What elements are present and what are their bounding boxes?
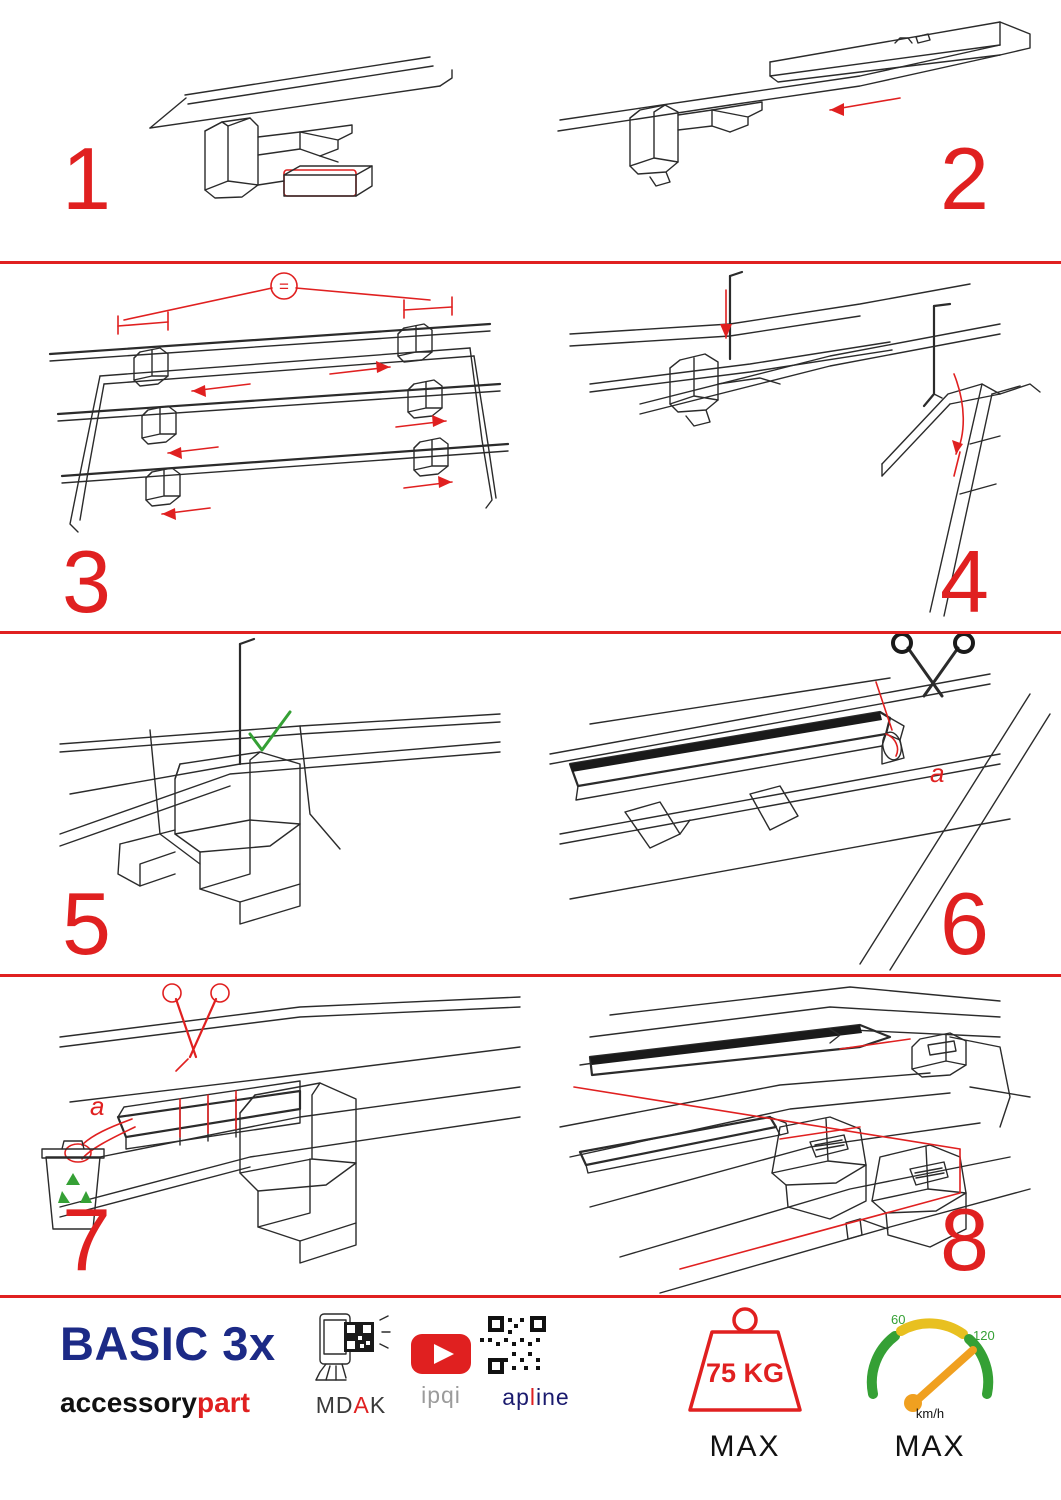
speed-max-tick: 120 — [973, 1328, 995, 1343]
step-2-number: 2 — [940, 129, 989, 228]
footer — [0, 1296, 1061, 1500]
load-limit-value: 75 KG — [705, 1358, 785, 1388]
brand-basic-text: BASIC 3 — [60, 1317, 249, 1370]
mdak-logo-block — [296, 1310, 406, 1419]
weight-icon — [660, 1304, 830, 1424]
step-4-number: 4 — [940, 532, 989, 631]
scan-qr-hand-icon — [296, 1310, 406, 1384]
brand-accessory-text: accessory — [60, 1387, 198, 1418]
step-1-number: 1 — [62, 129, 111, 228]
apline-label: apline — [502, 1384, 570, 1410]
speed-limit-caption: MAX — [894, 1430, 966, 1463]
step-3-number: 3 — [62, 532, 111, 631]
step-7-number: 7 — [62, 1190, 111, 1289]
brand-accessorypart — [60, 1387, 276, 1419]
ipqi-label: ipqi — [421, 1382, 461, 1408]
label-a-step7: a — [90, 1091, 105, 1121]
step-5-number: 5 — [62, 874, 111, 973]
step-6-number: 6 — [940, 874, 989, 973]
ipqi-logo-block — [396, 1330, 486, 1409]
speedometer-icon — [845, 1302, 1015, 1424]
apline-logo-block — [476, 1314, 596, 1411]
mdak-label: MDAK — [315, 1392, 387, 1418]
load-limit-block — [660, 1304, 830, 1464]
load-limit-caption: MAX — [709, 1430, 781, 1463]
speed-limit-block — [845, 1302, 1015, 1464]
brand-basic-line — [60, 1316, 276, 1371]
youtube-icon[interactable] — [396, 1330, 486, 1374]
brand-part-text: part — [197, 1387, 250, 1418]
brand-basic-suffix: x — [248, 1317, 276, 1370]
label-a-step6: a — [930, 758, 945, 788]
scissors-icon — [893, 634, 973, 696]
brand-block — [60, 1316, 276, 1419]
step-8-number: 8 — [940, 1190, 989, 1289]
equals-annotation: = — [279, 277, 289, 296]
speed-unit: km/h — [915, 1406, 945, 1421]
speed-min-tick: 60 — [891, 1312, 906, 1327]
qr-code[interactable] — [476, 1314, 596, 1376]
